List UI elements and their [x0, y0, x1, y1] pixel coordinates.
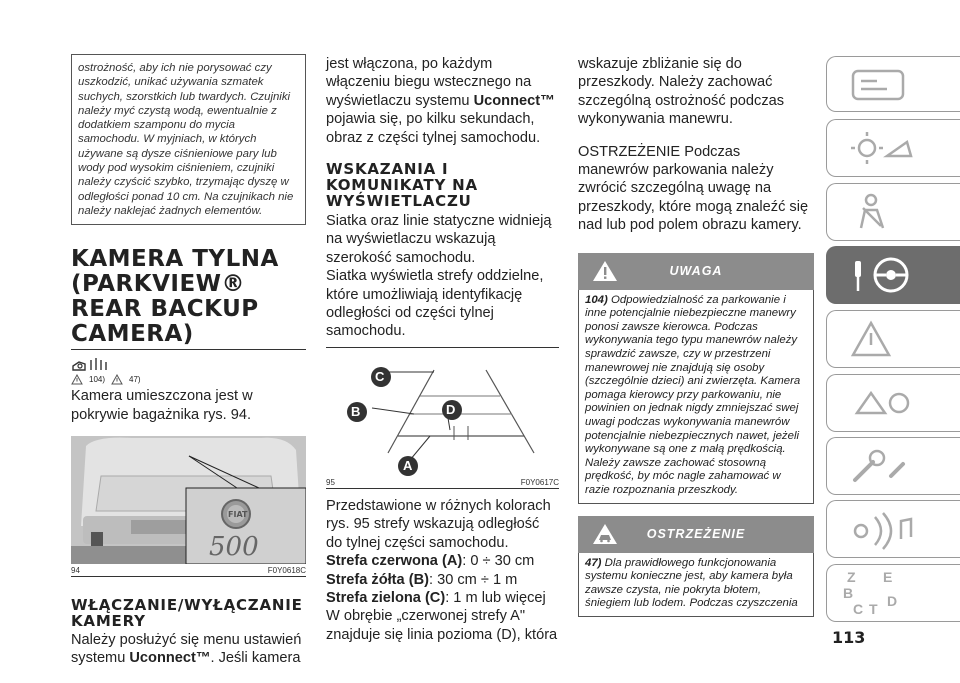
emergency-tools-icon	[847, 383, 927, 425]
warning-104-text: Odpowiedzialność za parkowanie i inne potencjalnie niebezpieczne manewry ponosi zawsze kierowca. Podczas wykonywania tego typu manewrów należy sprawdzić zawsze, czy w przestrzeni manewrowej nie znajdują się osoby (szczególnie dzieci) ani zwierzęta. Kamera pomaga kierowcy przy parkowaniu, nie powinien on jednak nigdy zmniejszać swej uwagi podczas wykonywania manewrów potencjalnie niebezpiecznych nawet, jeżeli wykonywane są one z małą prędkością. Należy zawsze zachować stosowną prędkość, by móc nagle zahamować w razie rozpoznania przeszkody.	[585, 293, 801, 496]
cleaning-note-box	[71, 54, 306, 225]
activation-text-b: pojawia się, po kilku sekundach, obraz z części tylnej samochodu.	[326, 111, 541, 146]
warning-box-ostrzezenie-title: OSTRZEŻENIE	[646, 526, 746, 541]
tab-index[interactable]	[826, 564, 960, 622]
subsection-title-display: WSKAZANIA I KOMUNIKATY NA WYŚWIETLACZU	[326, 160, 478, 211]
obstacle-text: wskazuje zbliżanie się do przeszkody. Należy zachować szczególną ostrożność podczas wykonywania manewru.	[578, 56, 785, 128]
warning-box-ostrzezenie-header	[578, 516, 814, 553]
tab-lights[interactable]	[826, 119, 960, 177]
warning-box-uwaga	[578, 253, 814, 504]
column-1	[71, 50, 306, 668]
rear-camera-icon	[71, 356, 109, 372]
label-b: B	[351, 403, 361, 419]
figure-94-caption	[71, 564, 306, 575]
on-off-text-a: Należy posłużyć się menu ustawień systemu	[71, 632, 302, 667]
tab-driving[interactable]	[826, 246, 960, 304]
warning-47-text: Dla prawidłowego funkcjonowania systemu konieczne jest, aby kamera była zawsze czysta, nie pokryta błotem, śniegiem lub lodem. Podczas czyszczenia	[585, 556, 798, 610]
warning-refs-row	[71, 374, 306, 385]
figure-94	[71, 436, 306, 564]
page-number: 113	[832, 628, 866, 647]
key-steering-wheel-icon	[847, 255, 927, 297]
on-off-text	[71, 631, 306, 668]
warning-box-ostrzezenie	[578, 516, 814, 617]
horizontal-line-text: W obrębie „czerwonej strefy A" znajduje się linia pozioma (D), która	[326, 608, 558, 643]
cleaning-note-text: ostrożność, aby ich nie porysować czy uszkodzić, unikać używania szmatek suchych, szorstkich lub twardych. Czujniki należy myć czystą wodą, ewentualnie z dodatkiem szamponu do mycia samochodu. W myjniach, w których używane są dysze ciśnieniowe pary lub wody pod wysokim ciśnieniem, czujniki należy czyścić szybko, trzymając dyszę w odległości ponad 10 cm. Na czujnikach nie należy naklejać żadnych elementów.	[78, 62, 294, 217]
camera-location-text: Kamera umieszczona jest w pokrywie bagażnika rys. 94.	[71, 388, 253, 423]
camera-symbol-row	[71, 356, 306, 372]
warning-triangle-icon-large	[592, 260, 618, 282]
index-letter-e: E	[883, 569, 893, 585]
dashboard-icon	[847, 65, 927, 105]
index-letter-c: C	[853, 601, 864, 617]
car-rear-illustration	[71, 436, 306, 564]
wrench-icon	[847, 446, 927, 488]
column-2	[326, 55, 559, 644]
grid-zones-text: Siatka wyświetla strefy oddzielne, które umożliwiają identyfikację odległości od części tylnej samochodu.	[326, 268, 544, 340]
figure-95-caption	[326, 476, 559, 487]
warning-box-uwaga-body	[578, 290, 814, 504]
red-zone-line	[326, 552, 559, 570]
figure-95	[326, 348, 559, 476]
warning-lights-icon	[847, 319, 927, 361]
yellow-zone-line	[326, 571, 559, 589]
activation-text-a: jest włączona, po każdym włączeniu biegu wstecznego na wyświetlaczu systemu	[326, 56, 532, 109]
green-zone-label: Strefa zielona (C)	[326, 589, 446, 606]
figure-95-code: F0Y0617C	[520, 477, 559, 487]
figure-94-number: 94	[71, 566, 80, 576]
lights-sun-icon	[847, 128, 927, 170]
column-3	[578, 55, 814, 617]
zones-intro-text: Przedstawione w różnych kolorach rys. 95 strefy wskazują odległość do tylnej części samochodu.	[326, 497, 551, 551]
warning-box-uwaga-title: UWAGA	[669, 263, 723, 278]
label-a: A	[403, 457, 413, 473]
warning-104-number: 104)	[585, 293, 608, 306]
red-zone-value: : 0 ÷ 30 cm	[462, 553, 535, 570]
index-letter-z: Z	[847, 569, 856, 585]
warning-triangle-icon	[71, 374, 83, 385]
fiat-500-badge: 500	[209, 532, 259, 563]
warning-inline-text: OSTRZEŻENIE Podczas manewrów parkowania należy zwrócić szczególną uwagę na przeszkody, które mogą znaleźć się nad lub pod polem obrazu kamery.	[578, 143, 809, 234]
uconnect-brand: Uconnect™	[129, 650, 211, 667]
ref-104: 104)	[89, 375, 106, 385]
index-letters	[843, 569, 923, 619]
figure-94-code: F0Y0618C	[267, 566, 306, 576]
car-damage-icon	[592, 523, 618, 545]
tab-safety[interactable]	[826, 183, 960, 241]
figure-95-number: 95	[326, 477, 335, 487]
tab-multimedia[interactable]	[826, 500, 960, 558]
subsection-title-on-off: WŁĄCZANIE/WYŁĄCZANIE KAMERY	[71, 596, 303, 631]
index-letter-t: T	[869, 601, 878, 617]
label-c: C	[375, 368, 385, 384]
red-zone-label: Strefa czerwona (A)	[326, 553, 463, 570]
index-letter-d: D	[887, 593, 898, 609]
yellow-zone-value: : 30 cm ÷ 1 m	[428, 571, 518, 588]
caution-triangle-icon	[111, 374, 123, 385]
ref-47: 47)	[129, 375, 141, 385]
tab-dashboard[interactable]	[826, 56, 960, 112]
warning-box-uwaga-header	[578, 253, 814, 290]
uconnect-brand-2: Uconnect™	[473, 92, 555, 109]
section-title-rear-camera: KAMERA TYLNA (PARKVIEW® REAR BACKUP CAMERA)	[71, 246, 279, 348]
seatbelt-person-icon	[847, 192, 927, 234]
warning-box-ostrzezenie-body	[578, 553, 814, 617]
yellow-zone-label: Strefa żółta (B)	[326, 571, 429, 588]
on-off-text-b: . Jeśli kamera	[210, 650, 301, 667]
camera-activation-text	[326, 55, 559, 147]
tab-warnings[interactable]	[826, 310, 960, 368]
index-letter-b: B	[843, 585, 854, 601]
section-title-rule	[71, 349, 306, 350]
tab-emergency[interactable]	[826, 374, 960, 432]
multimedia-icon	[847, 509, 927, 551]
tab-maintenance[interactable]	[826, 437, 960, 495]
svg-text:FIAT: FIAT	[228, 510, 248, 520]
parking-grid-diagram	[326, 348, 559, 476]
green-zone-value: : 1 m lub więcej	[445, 589, 546, 606]
warning-47-number: 47)	[585, 556, 602, 569]
green-zone-line	[326, 589, 559, 607]
label-d: D	[446, 401, 456, 417]
grid-width-text: Siatka oraz linie statyczne widnieją na wyświetlaczu wskazują szerokość samochodu.	[326, 213, 552, 266]
